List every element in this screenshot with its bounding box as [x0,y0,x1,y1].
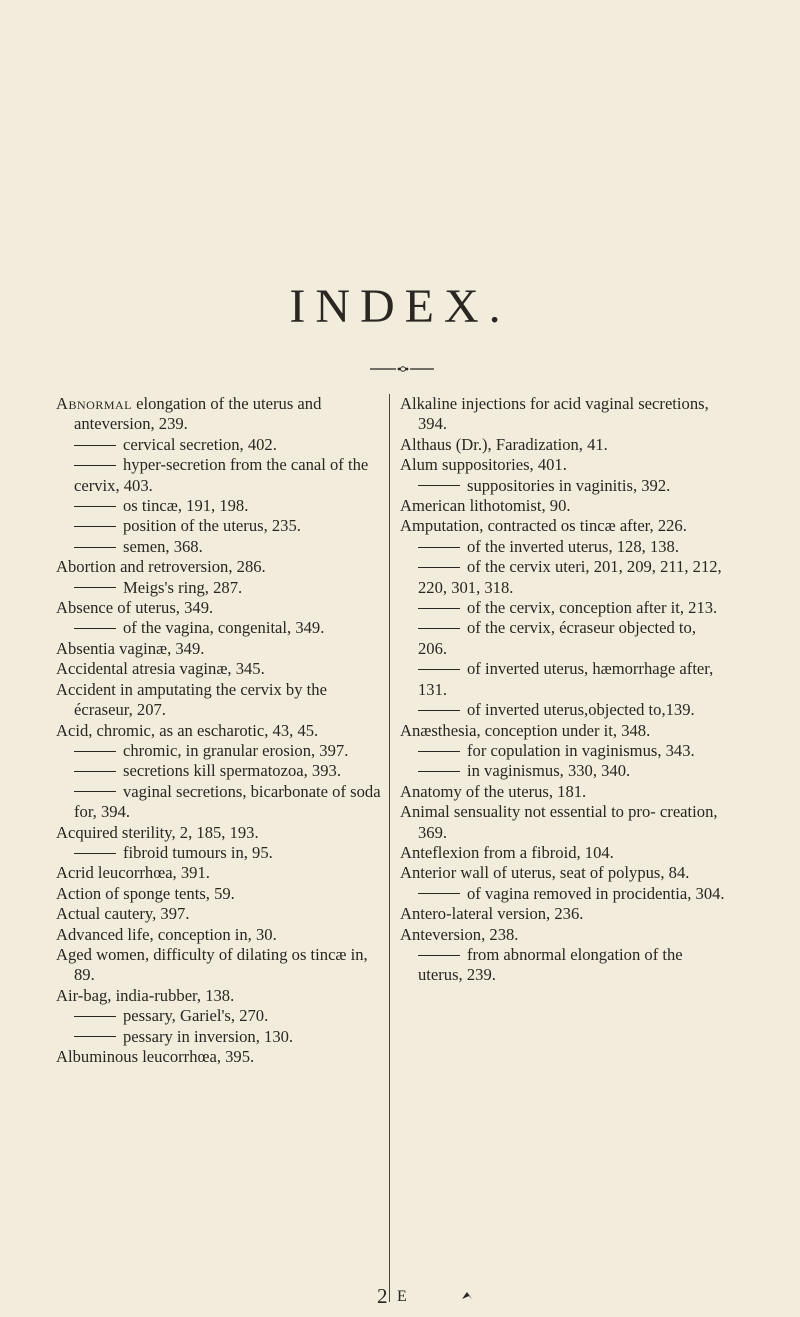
index-entry-text: secretions kill spermatozoa, 393. [123,761,341,781]
ditto-dash [418,771,460,772]
index-entry [400,435,726,455]
ditto-dash [418,628,460,629]
index-entry-text: Action of sponge tents, 59. [56,883,235,903]
index-entry-text: Acrid leucorrhœa, 391. [56,863,210,883]
index-subentry [400,659,726,700]
ditto-dash [418,567,460,568]
index-entry-text: os tincæ, 191, 198. [123,496,249,516]
index-entry [56,659,382,679]
index-entry-text: suppositories in vaginitis, 392. [467,475,671,495]
index-subentry [400,557,726,598]
index-subentry [400,884,726,904]
index-entry-text: of the cervix, écraseur objected to, 206. [418,618,696,658]
ditto-dash [418,710,460,711]
index-entry-text: vaginal secretions, bicarbonate of soda for, 394. [74,781,381,822]
index-entry [56,639,382,659]
index-subentry [56,516,382,536]
ditto-dash [74,506,116,507]
index-entry-text: Advanced life, conception in, 30. [56,924,277,944]
ditto-dash [418,669,460,670]
index-entry-text: Absence of uterus, 349. [56,598,214,618]
ditto-dash [74,771,116,772]
index-entry-text: semen, 368. [123,536,203,556]
index-entry [400,782,726,802]
page-title: INDEX. [289,280,511,333]
ditto-dash [74,853,116,854]
index-entry [56,904,382,924]
index-entry-text: hyper-secretion from the canal of the cervix, 403. [74,455,369,495]
index-subentry [56,537,382,557]
index-entry [400,863,726,883]
ditto-dash [74,445,116,446]
ditto-dash [74,1016,116,1017]
index-entry-text: in vaginismus, 330, 340. [467,761,631,781]
index-entry-text: from abnormal elongation of the uterus, 239. [418,944,683,985]
ditto-dash [418,608,460,609]
index-entry-text: Anterior wall of uterus, seat of polypus, 84. [400,863,690,883]
index-entry-text: elongation of the uterus and anteversion, 239. [74,394,322,434]
index-entry [400,516,726,536]
index-subentry [400,476,726,496]
index-subentry [56,843,382,863]
ditto-dash [74,628,116,629]
ditto-dash [74,547,116,548]
index-subentry [400,700,726,720]
index-entry [56,680,382,721]
index-subentry [56,1027,382,1047]
index-entry-text: Accidental atresia vaginæ, 345. [56,659,265,679]
index-subentry [56,782,382,823]
index-entry [56,721,382,741]
ditto-dash [418,485,460,486]
signature-mark-number: 2 [377,1284,388,1308]
index-entry-text: Air-bag, india-rubber, 138. [56,985,235,1005]
index-entry-text: Albuminous leucorrhœa, 395. [56,1047,255,1066]
index-entry-text: Accident in amputating the cervix by the écraseur, 207. [56,679,327,720]
index-subentry [56,578,382,598]
index-entry [400,925,726,945]
index-entry-text: position of the uterus, 235. [123,516,301,536]
index-entry-text: of vagina removed in procidentia, 304. [467,883,725,903]
index-subentry [56,496,382,516]
index-subentry [56,761,382,781]
index-entry-text: Anteversion, 238. [400,924,519,944]
index-entry-text: Anatomy of the uterus, 181. [400,781,587,801]
index-entry-text: Abortion and retroversion, 286. [56,557,266,577]
index-entry-text: fibroid tumours in, 95. [123,842,273,862]
index-subentry [56,618,382,638]
index-entry [56,823,382,843]
ditto-dash [74,1036,116,1037]
ditto-dash [74,526,116,527]
index-entry [400,721,726,741]
index-entry-text: Absentia vaginæ, 349. [56,638,205,658]
index-entry-text: Aged women, difficulty of dilating os tincæ in, 89. [56,944,368,985]
signature-mark-letter: E [397,1288,407,1305]
column-divider [389,394,390,1302]
ditto-dash [418,751,460,752]
index-entry [400,904,726,924]
index-entry-text: chromic, in granular erosion, 397. [123,740,349,760]
index-entry-text: Antero-lateral version, 236. [400,904,584,924]
index-entry-text: Anteflexion from a fibroid, 104. [400,842,614,862]
index-entry-text: Amputation, contracted os tincæ after, 226. [400,516,687,536]
index-entry-text: of the vagina, congenital, 349. [123,618,325,638]
index-entry [56,925,382,945]
index-subentry [56,455,382,496]
index-entry [400,802,726,843]
index-entry [400,455,726,475]
index-entry-text: of inverted uterus,objected to,139. [467,700,695,720]
ditto-dash [74,465,116,466]
index-subentry [400,598,726,618]
ditto-dash [418,547,460,548]
index-subentry [56,741,382,761]
index-column-right [400,394,726,986]
ditto-dash [418,893,460,894]
ink-mark [461,1288,473,1304]
index-entry [56,884,382,904]
index-entry-text: American lithotomist, 90. [400,496,571,516]
index-entry [56,986,382,1006]
index-entry [400,394,726,435]
index-entry [56,394,382,435]
index-entry [400,843,726,863]
index-entry-text: cervical secretion, 402. [123,434,277,454]
index-entry [56,863,382,883]
index-entry-text: pessary in inversion, 130. [123,1026,294,1046]
index-subentry [400,618,726,659]
index-subentry [400,761,726,781]
index-subentry [56,435,382,455]
index-entry [56,557,382,577]
index-entry-text: Alkaline injections for acid vaginal secretions, 394. [400,394,709,434]
index-entry-text: of inverted uterus, hæmorrhage after, 131. [418,659,714,699]
index-subentry [56,1006,382,1026]
title-ornament [370,366,434,372]
index-entry [56,1047,382,1067]
ditto-dash [418,955,460,956]
index-entry-lead-word: Abnormal [56,394,132,413]
index-entry-text: of the inverted uterus, 128, 138. [467,536,679,556]
index-entry [400,496,726,516]
index-entry-text: Actual cautery, 397. [56,904,190,924]
index-column-left [56,394,382,1067]
index-entry-text: Alum suppositories, 401. [400,455,567,475]
index-entry-text: Meigs's ring, 287. [123,577,243,597]
index-entry-text: pessary, Gariel's, 270. [123,1006,269,1026]
index-subentry [400,945,726,986]
index-entry-text: Anæsthesia, conception under it, 348. [400,720,651,740]
index-entry-text: of the cervix, conception after it, 213. [467,598,718,618]
ditto-dash [74,791,116,792]
index-entry-text: Animal sensuality not essential to pro- creation, 369. [400,802,718,842]
index-subentry [400,741,726,761]
index-entry-text: Acid, chromic, as an escharotic, 43, 45. [56,720,319,740]
index-entry [56,945,382,986]
index-entry-text: for copulation in vaginismus, 343. [467,740,695,760]
ditto-dash [74,751,116,752]
index-entry-text: Acquired sterility, 2, 185, 193. [56,822,259,842]
index-entry-text: of the cervix uteri, 201, 209, 211, 212, 220, 301, 318. [418,557,722,597]
index-entry-text: Althaus (Dr.), Faradization, 41. [400,434,608,454]
index-entry [56,598,382,618]
ditto-dash [74,587,116,588]
index-subentry [400,537,726,557]
